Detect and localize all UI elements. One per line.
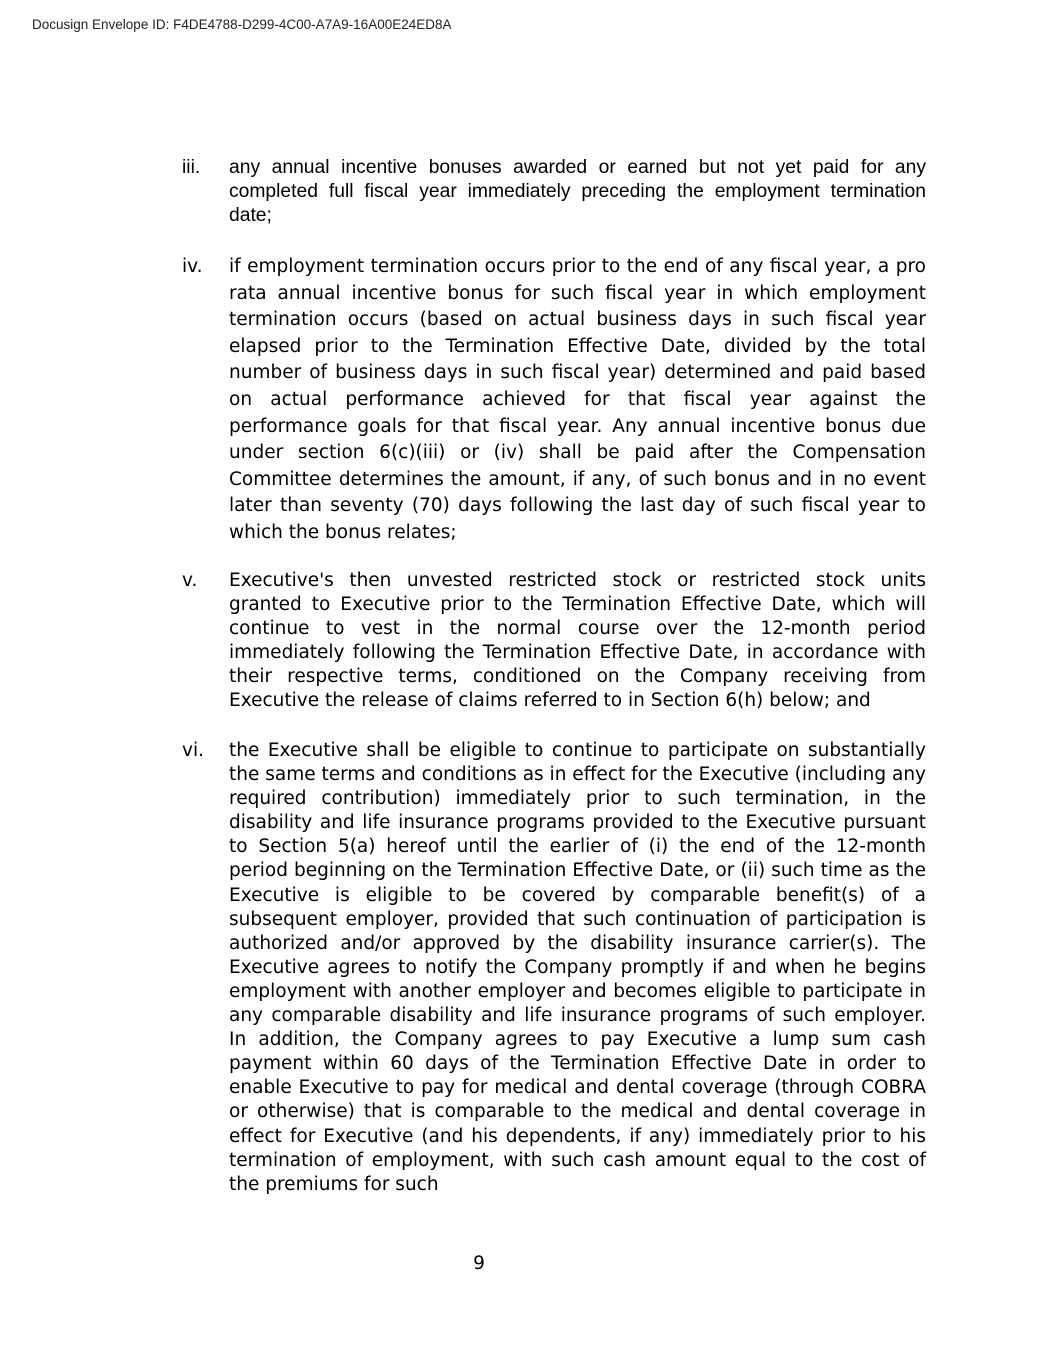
list-item-text: if employment termination occurs prior to the end of any fiscal year, a pro rata annual incentive bonus for such fiscal year in which employment termination occurs (based on actual business days in such fiscal year elapsed prior to the Termination Effective Date, divided by the total number of business days in such fiscal year) determined and paid based on actual performance achieved for that fiscal year against the performance goals for that fiscal year. Any annual incentive bonus due under section 6(c)(iii) or (iv) shall be paid after the Compensation Committee determines the amount, if any, of such bonus and in no event later than seventy (70) days following the last day of such fiscal year to which the bonus relates;: [229, 256, 926, 543]
list-item-number: iv.: [182, 256, 203, 277]
list-item-text: Executive's then unvested restricted stock or restricted stock units granted to Executive prior to the Termination Effective Date, which will continue to vest in the normal course over the 12-month period immediately following the Termination Effective Date, in accordance with their respective terms, conditioned on the Company receiving from Executive the release of claims referred to in Section 6(h) below; and: [229, 570, 926, 711]
list-item-text: the Executive shall be eligible to continue to participate on substantially the same terms and conditions as in effect for the Executive (including any required contribution) immediately prior to such termination, in the disability and life insurance programs provided to the Executive pursuant to Section 5(a) hereof until the earlier of (i) the end of the 12-month period beginning on the Termination Effective Date, or (ii) such time as the Executive is eligible to be covered by comparable benefit(s) of a subsequent employer, provided that such continuation of participation is authorized and/or approved by the disability insurance carrier(s). The Executive agrees to notify the Company promptly if and when he begins employment with another employer and becomes eligible to participate in any comparable disability and life insurance programs of such employer. In addition, the Company agrees to pay Executive a lump sum cash payment within 60 days of the Termination Effective Date in order to enable Executive to pay for medical and dental coverage (through COBRA or otherwise) that is comparable to the medical and dental coverage in effect for Executive (and his dependents, if any) immediately prior to his termination of employment, with such cash amount equal to the cost of the premiums for such: [229, 740, 926, 1195]
list-item-number: iii.: [182, 157, 201, 178]
page-number: 9: [473, 1253, 485, 1274]
envelope-id: Docusign Envelope ID: F4DE4788-D299-4C00-A7A9-16A00E24ED8A: [32, 17, 452, 32]
list-item-text: any annual incentive bonuses awarded or earned but not yet paid for any completed full fiscal year immediately preceding the employment termination date;: [229, 157, 926, 226]
list-item-number: vi.: [182, 740, 204, 761]
list-item-number: v.: [182, 570, 198, 591]
